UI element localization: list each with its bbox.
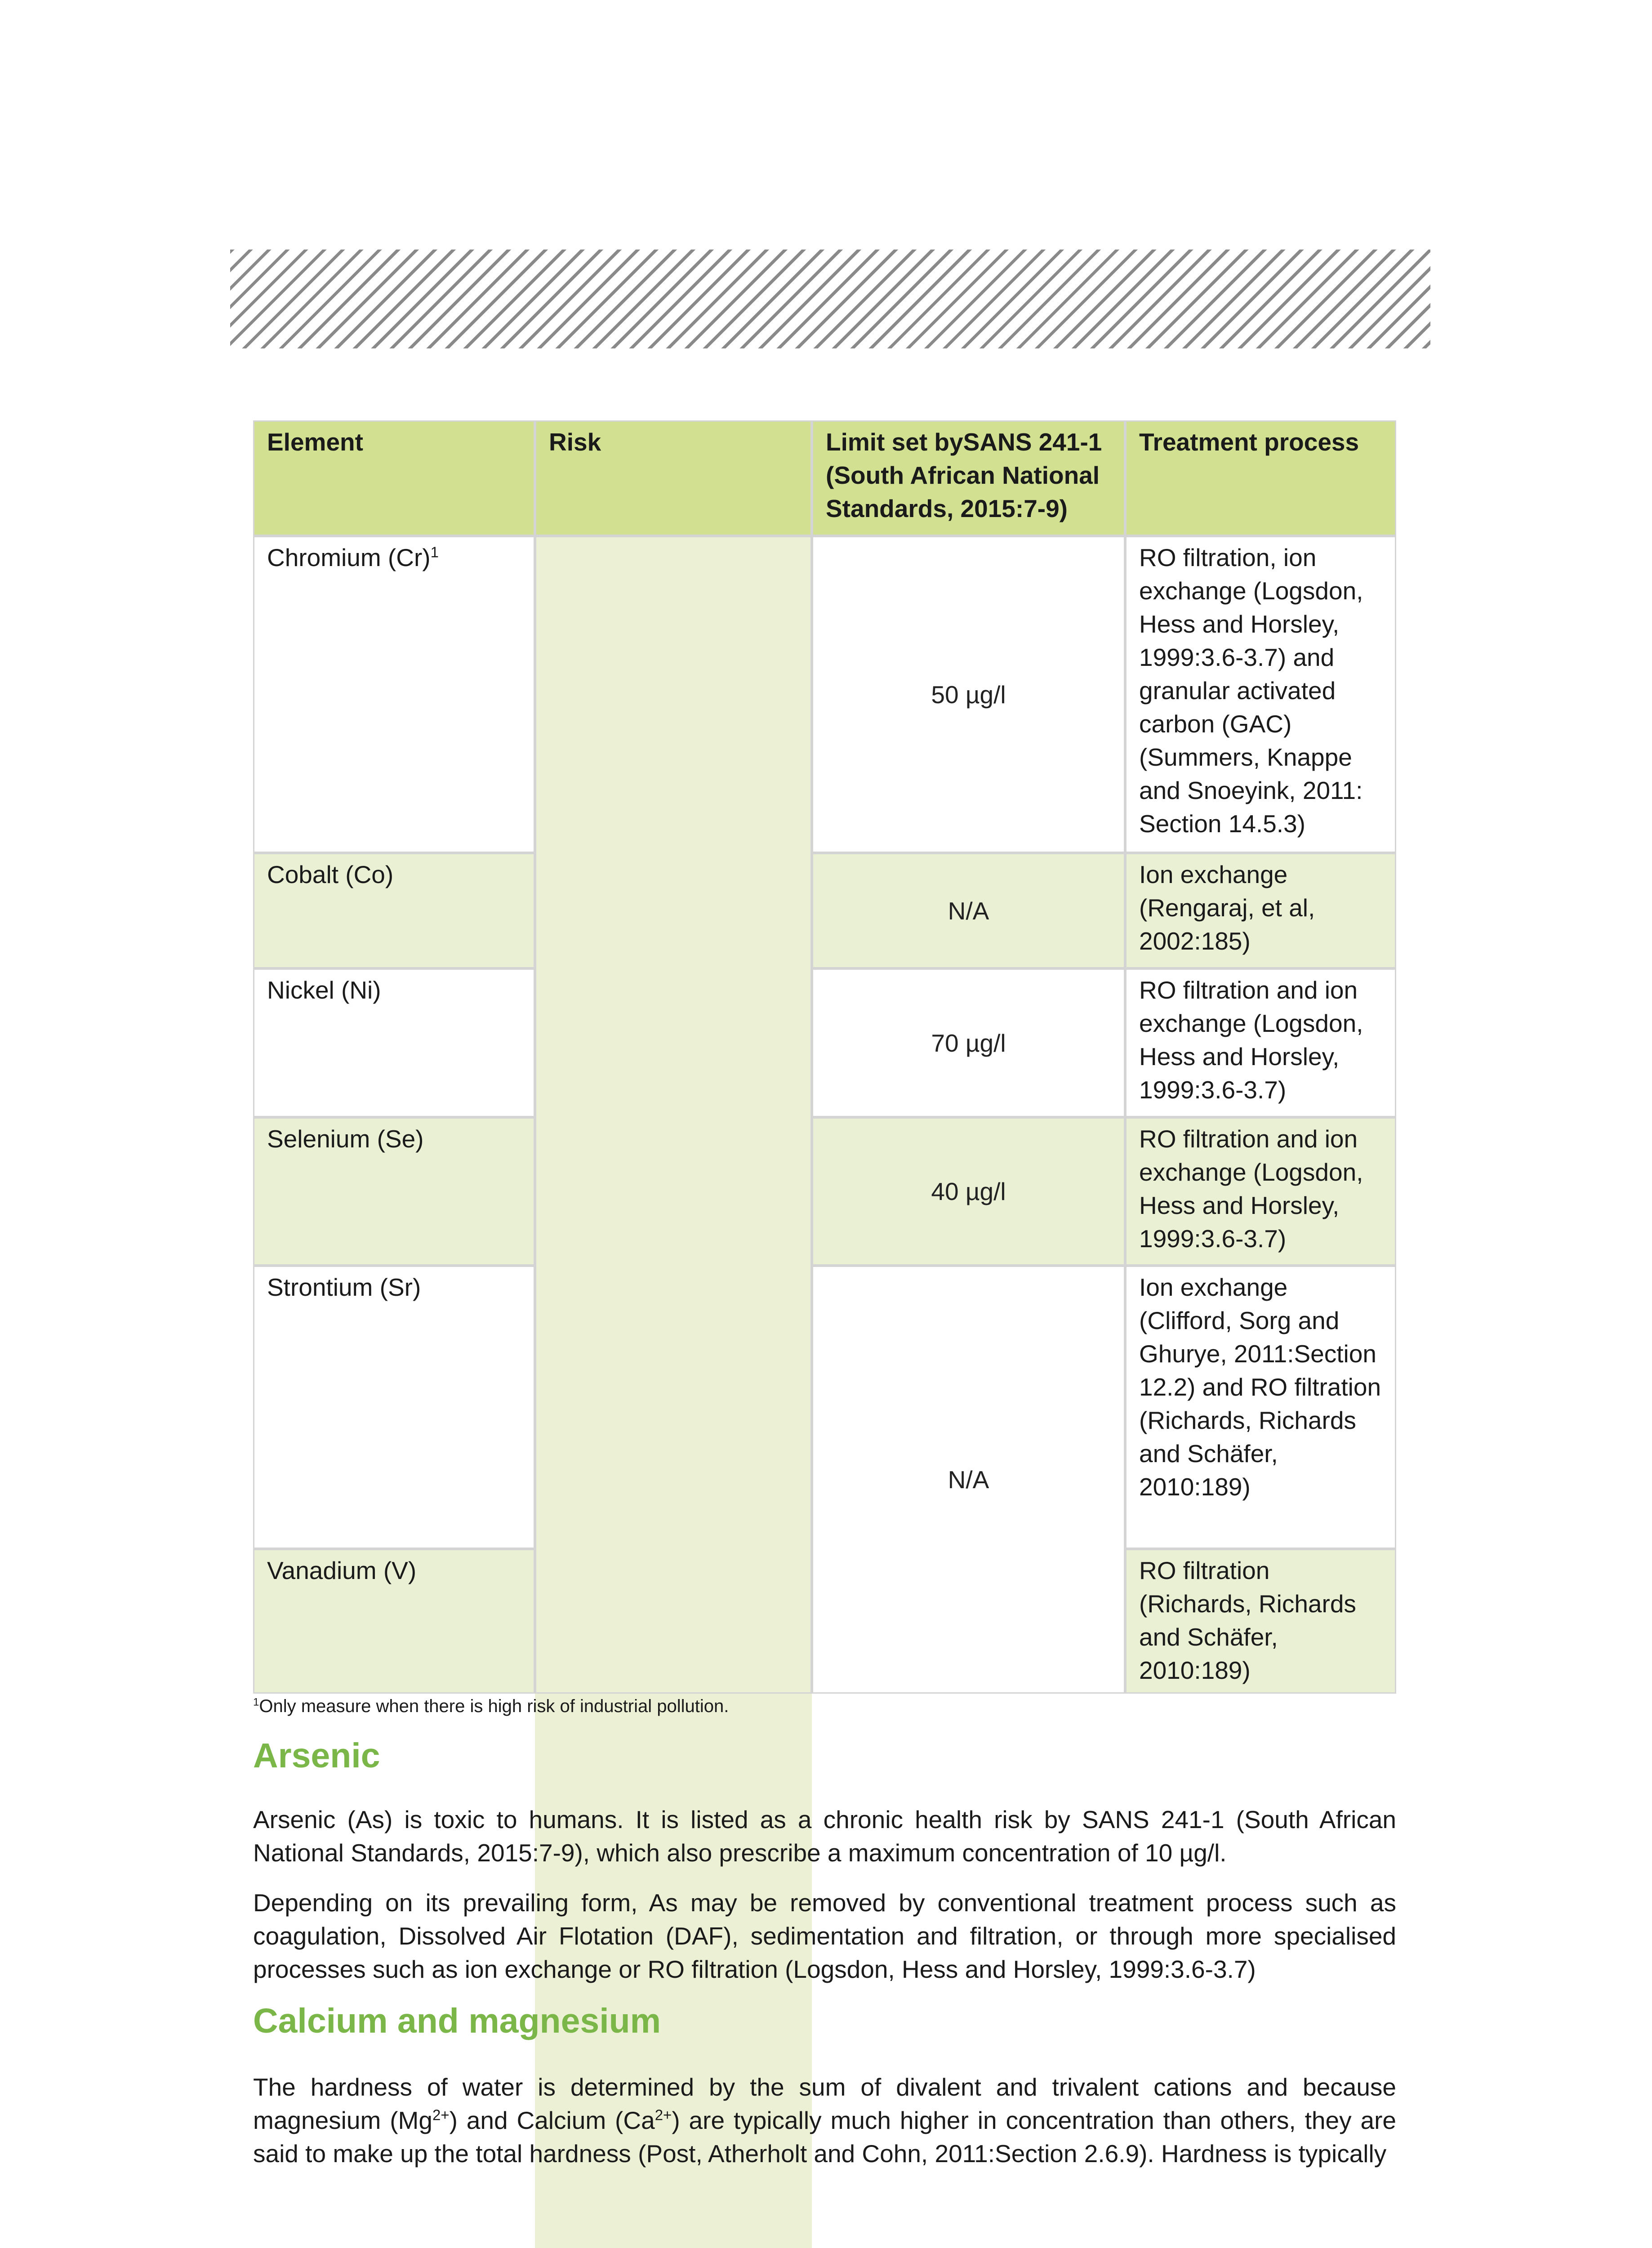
treatment-cell: RO filtration and ion exchange (Logsdon, Hess and Horsley, 1999:3.6-3.7) (1125, 1117, 1396, 1266)
header-risk: Risk (535, 420, 812, 536)
paragraph (253, 2070, 1396, 2170)
element-cell: Nickel (Ni) (253, 968, 535, 1117)
footnote-mark: 1 (253, 1696, 259, 1708)
element-name: Chromium (Cr) (267, 544, 431, 571)
limit-value: 70 µg/l (931, 1029, 1006, 1057)
decorative-hatch-band (230, 250, 1430, 348)
limit-cell (812, 536, 1125, 853)
header-limit: Limit set bySANS 241-1 (South African National Standards, 2015:7-9) (812, 420, 1125, 536)
header-element: Element (253, 420, 535, 536)
treatment-cell: Ion exchange (Rengaraj, et al, 2002:185) (1125, 853, 1396, 968)
heading-calcium-magnesium: Calcium and magnesium (253, 2002, 661, 2040)
paragraph-text: ) and Calcium (Ca (449, 2106, 655, 2134)
treatment-cell: RO filtration and ion exchange (Logsdon, Hess and Horsley, 1999:3.6-3.7) (1125, 968, 1396, 1117)
treatment-cell: RO filtration, ion exchange (Logsdon, Hess and Horsley, 1999:3.6-3.7) and granular activated carbon (GAC) (Summers, Knappe and Snoeyink, 2011: Section 14.5.3) (1125, 536, 1396, 853)
limit-value: N/A (948, 1466, 989, 1494)
treatment-cell: RO filtration (Richards, Richards and Schäfer, 2010:189) (1125, 1549, 1396, 1694)
ion-charge: 2+ (432, 2106, 450, 2123)
limit-value: 40 µg/l (931, 1178, 1006, 1205)
risk-cell (535, 536, 812, 1694)
element-cell: Strontium (Sr) (253, 1266, 535, 1549)
limit-cell (812, 1117, 1125, 1266)
footnote-marker: 1 (430, 544, 439, 561)
table-footnote (253, 1695, 729, 1717)
element-cell (253, 536, 535, 853)
limit-value: N/A (948, 897, 989, 925)
limit-cell (812, 853, 1125, 968)
heading-arsenic: Arsenic (253, 1736, 380, 1775)
element-cell: Cobalt (Co) (253, 853, 535, 968)
footnote-text: Only measure when there is high risk of industrial pollution. (259, 1696, 729, 1716)
treatment-cell: Ion exchange (Clifford, Sorg and Ghurye, 2011:Section 12.2) and RO filtration (Richards, Richards and Schäfer, 2010:189) (1125, 1266, 1396, 1549)
ion-charge: 2+ (655, 2106, 672, 2123)
limit-cell (812, 968, 1125, 1117)
paragraph-text: ) are typically much higher in concentration than others, they are said to make up the total hardness (Post, Atherholt and Cohn, 2011:Section 2.6.9). Hardness is typically (253, 2106, 1396, 2168)
element-cell: Vanadium (V) (253, 1549, 535, 1694)
paragraph-text: The hardness of water is determined by the sum of divalent and trivalent cations and because magnesium (Mg (253, 2073, 1396, 2134)
paragraph: Depending on its prevailing form, As may be removed by conventional treatment process such as coagulation, Dissolved Air Flotation (DAF), sedimentation and filtration, or through more specialised processes such as ion exchange or RO filtration (Logsdon, Hess and Horsley, 1999:3.6-3.7) (253, 1889, 1396, 1983)
paragraph: Arsenic (As) is toxic to humans. It is listed as a chronic health risk by SANS 241-1 (South African National Standards, 2015:7-9), which also prescribe a maximum concentration of 10 µg/l. (253, 1806, 1396, 1867)
metals-table (253, 420, 1396, 1694)
header-treatment: Treatment process (1125, 420, 1396, 536)
limit-value: 50 µg/l (931, 680, 1006, 709)
element-cell: Selenium (Se) (253, 1117, 535, 1266)
limit-cell (812, 1266, 1125, 1694)
